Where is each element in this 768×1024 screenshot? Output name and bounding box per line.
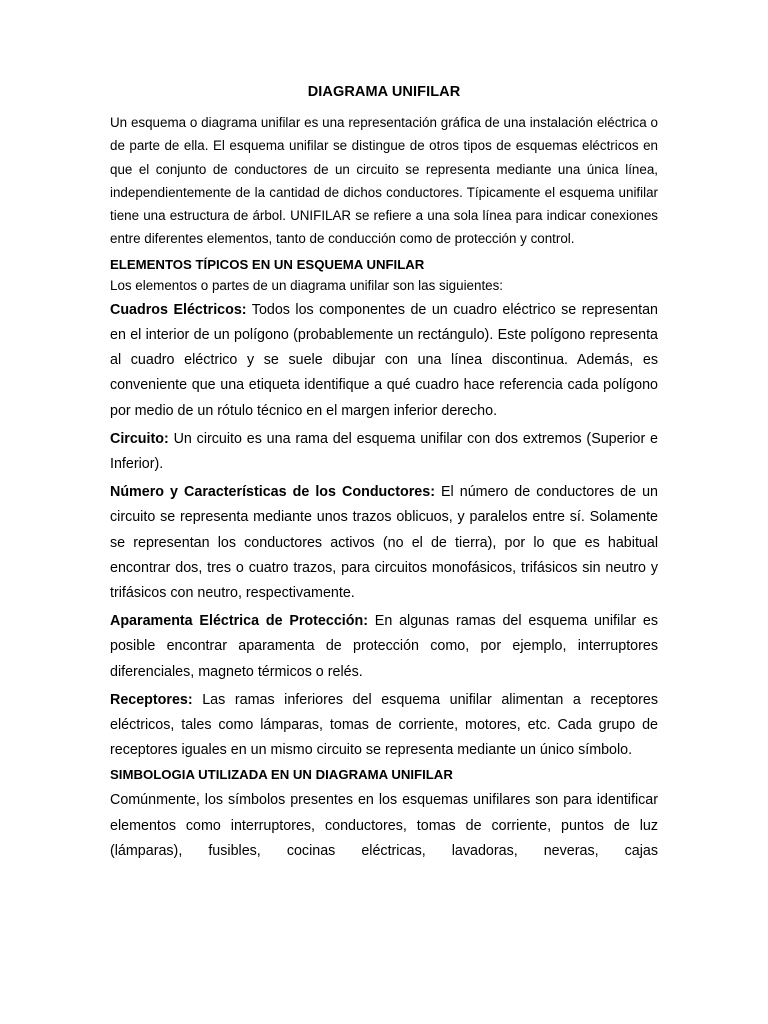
elements-intro: Los elementos o partes de un diagrama unifilar son las siguientes: <box>110 277 504 293</box>
document-page <box>110 84 658 864</box>
item-cuadros-electricos <box>110 298 658 424</box>
elements-heading: ELEMENTOS TÍPICOS EN UN ESQUEMA UNFILAR <box>110 256 425 272</box>
item-term: Aparamenta Eléctrica de Protección: <box>110 613 368 630</box>
item-term: Circuito: <box>110 430 169 447</box>
item-aparamenta <box>110 609 658 685</box>
item-text: Todos los componentes de un cuadro eléctrico se representan en el interior de un polígono (probablemente un rectángulo). Este polígono representa al cuadro eléctrico y se suele dibujar con una línea discontinua. Además, es conveniente que una etiqueta identifique a qué cuadro hace referencia cada polígono por medio de un rótulo técnico en el margen inferior derecho. <box>110 301 658 419</box>
item-conductores <box>110 480 658 606</box>
symbology-heading: SIMBOLOGIA UTILIZADA EN UN DIAGRAMA UNIFILAR <box>110 767 453 783</box>
item-receptores <box>110 688 658 764</box>
symbology-paragraph: Comúnmente, los símbolos presentes en los esquemas unifilares son para identificar elementos como interruptores, conductores, tomas de corriente, puntos de luz (lámparas), fusibles, cocinas eléctricas, lavadoras, neveras, cajas <box>110 792 658 859</box>
item-text: El número de conductores de un circuito se representa mediante unos trazos oblicuos, y paralelos entre sí. Solamente se representan los conductores activos (no el de tierra), por lo que es habitual encontrar dos, tres o cuatro trazos, para circuitos monofásicos, trifásicos sin neutro y trifásicos con neutro, respectivamente. <box>110 484 658 602</box>
item-term: Cuadros Eléctricos: <box>110 301 247 318</box>
document-title: DIAGRAMA UNIFILAR <box>307 84 461 100</box>
item-circuito <box>110 427 658 477</box>
item-text: Las ramas inferiores del esquema unifilar alimentan a receptores eléctricos, tales como lámparas, tomas de corriente, motores, etc. Cada grupo de receptores iguales en un mismo circuito se representa mediante un único símbolo. <box>110 691 658 759</box>
item-text: Un circuito es una rama del esquema unifilar con dos extremos (Superior e Inferior). <box>110 430 658 472</box>
item-text: En algunas ramas del esquema unifilar es posible encontrar aparamenta de protección como, por ejemplo, interruptores diferenciales, magneto térmicos o relés. <box>110 613 658 680</box>
item-term: Receptores: <box>110 691 193 708</box>
intro-paragraph: Un esquema o diagrama unifilar es una representación gráfica de una instalación eléctrica o de parte de ella. El esquema unifilar se distingue de otros tipos de esquemas eléctricos en que el conjunto de conductores de un circuito se representa mediante una única línea, independientemente de la cantidad de dichos conductores. Típicamente el esquema unifilar tiene una estructura de árbol. UNIFILAR se refiere a una sola línea para indicar conexiones entre diferentes elementos, tanto de conducción como de protección y control. <box>110 115 658 247</box>
item-term: Número y Características de los Conductores: <box>110 484 435 501</box>
